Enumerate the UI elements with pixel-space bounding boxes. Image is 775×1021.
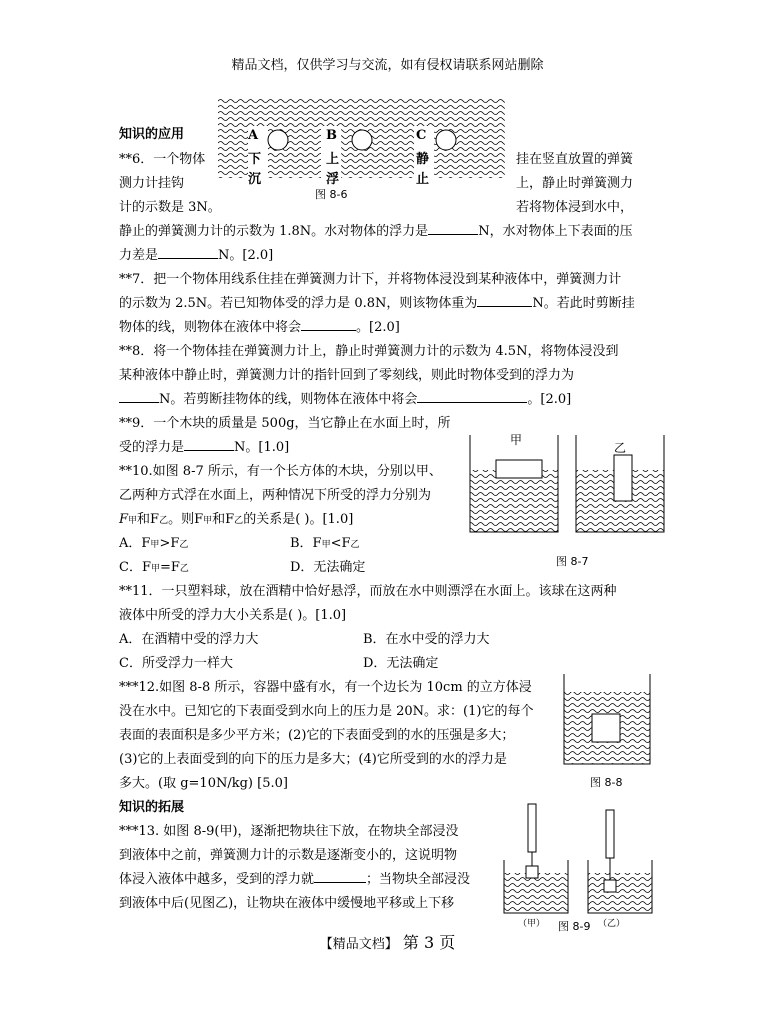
fig86-b-letter: B: [326, 128, 337, 143]
fig87-label-jia: 甲: [510, 433, 523, 447]
fig87-label-yi: 乙: [614, 441, 627, 455]
fig86-a-letter: A: [248, 128, 259, 143]
footer-brand: 【精品文档】: [319, 937, 398, 952]
fig88-caption: 图 8-8: [590, 776, 623, 789]
q9-line2: 受的浮力是 N。[1.0]: [119, 436, 289, 460]
q11-option-a: A．在酒精中受的浮力大: [119, 632, 259, 647]
fig89-label-jia: （甲）: [518, 919, 546, 929]
fig86-a-word1: 下: [248, 152, 262, 167]
q12-line5: 多大。(取 g=10N/kg) [5.0]: [119, 776, 288, 791]
fig86-a-word2: 沉: [248, 172, 262, 187]
fig87-caption: 图 8-7: [556, 555, 589, 568]
q7-line1: **7．把一个物体用线系住挂在弹簧测力计下，并将物体浸没到某种液体中，弹簧测力计: [119, 272, 622, 287]
fig86-c-word1: 静: [416, 152, 430, 167]
q8-line3: N。若剪断挂物体的线，则物体在液体中将会 。[2.0]: [119, 388, 571, 412]
q6-line1b: 挂在竖直放置的弹簧: [516, 152, 634, 167]
q10-option-d: D．无法确定: [290, 560, 366, 575]
q13-line3: 体浸入液体中越多，受到的浮力就 ；当物块全部浸没: [119, 868, 470, 892]
q10-line1: **10.如图 8-7 所示，有一个长方体的木块，分别以甲、: [119, 464, 442, 479]
fig86-caption: 图 8-6: [315, 188, 348, 201]
fig89-label-yi: （乙）: [598, 919, 626, 929]
q9-line1: **9．一个木块的质量是 500g，当它静止在水面上时，所: [119, 416, 451, 431]
q11-option-c: C．所受浮力一样大: [119, 656, 233, 671]
fig86-b-word1: 上: [326, 152, 340, 167]
q8-line2: 某种液体中静止时，弹簧测力计的指针回到了零刻线，则此时物体受到的浮力为: [119, 368, 575, 383]
fig86-c-word2: 止: [416, 172, 430, 187]
q11-line1: **11．一只塑料球，放在酒精中恰好悬浮，而放在水中则漂浮在水面上。该球在这两种: [119, 584, 617, 599]
page-number: 第 3 页: [402, 933, 456, 952]
q11-line2: 液体中所受的浮力大小关系是( )。[1.0]: [119, 608, 347, 623]
q8-line1: **8．将一个物体挂在弹簧测力计上，静止时弹簧测力计的示数为 4.5N，将物体浸没到: [119, 344, 619, 359]
q12-line3: 表面的表面积是多少平方米；(2)它的下表面受到的水的压强是多大；: [119, 728, 515, 743]
q11-option-b: B．在水中受的浮力大: [363, 632, 490, 647]
section-title-application: 知识的应用: [119, 127, 185, 142]
fig89-caption: 图 8-9: [558, 920, 591, 933]
q7-line2: 的示数为 2.5N。若已知物体受的浮力是 0.8N，则该物体重为 N。若此时剪断挂: [119, 292, 635, 316]
q6-line2a: 测力计挂钩: [119, 176, 185, 191]
figure-8-9: [500, 798, 660, 934]
q13-line1: ***13. 如图 8-9(甲)，逐渐把物块往下放，在物块全部浸没: [119, 824, 459, 839]
figure-8-6: [218, 98, 505, 201]
q6-line3a: 计的示数是 3N。: [119, 200, 221, 215]
q6-line3b: 若将物体浸到水中，: [516, 200, 634, 215]
q12-line2: 没在水中。已知它的下表面受到水向上的压力是 20N。求：(1)它的每个: [119, 704, 534, 719]
q13-line4: 到液体中后(见图乙)，让物块在液体中缓慢地平移或上下移: [119, 896, 455, 911]
figure-8-7: [468, 425, 668, 570]
q6-line1a: **6．一个物体: [119, 152, 206, 167]
q10-line3: F甲和F乙。则F甲和F乙的关系是( )。[1.0]: [119, 512, 354, 527]
q6-line4: 静止的弹簧测力计的示数为 1.8N。水对物体的浮力是 N，水对物体上下表面的压: [119, 220, 633, 244]
q12-line4: (3)它的上表面受到的向下的压力是多大；(4)它所受到的水的浮力是: [119, 752, 507, 767]
section-title-extension: 知识的拓展: [119, 800, 185, 815]
q10-option-c: C．F甲=F乙: [119, 560, 189, 575]
q13-line2: 到液体中之前，弹簧测力计的示数是逐渐变小的，这说明物: [119, 848, 458, 863]
q10-option-a: A．F甲>F乙: [119, 536, 189, 551]
q11-option-d: D．无法确定: [363, 656, 439, 671]
q7-line3: 物体的线，则物体在液体中将会 。[2.0]: [119, 316, 400, 340]
q10-option-b: B．F甲<F乙: [290, 536, 360, 551]
page-footer: [0, 930, 775, 953]
fig86-b-word2: 浮: [326, 172, 340, 187]
q10-line2: 乙两种方式浮在水面上，两种情况下所受的浮力分别为: [119, 488, 432, 503]
q6-line5: 力差是 N。[2.0]: [119, 244, 273, 268]
figure-8-8: [560, 672, 660, 792]
page-header: 精品文档，仅供学习与交流，如有侵权请联系网站删除: [231, 58, 544, 73]
fig86-c-letter: C: [416, 128, 427, 143]
q12-line1: ***12.如图 8-8 所示，容器中盛有水，有一个边长为 10cm 的立方体浸: [119, 680, 532, 695]
q6-line2b: 上，静止时弹簧测力: [516, 176, 634, 191]
